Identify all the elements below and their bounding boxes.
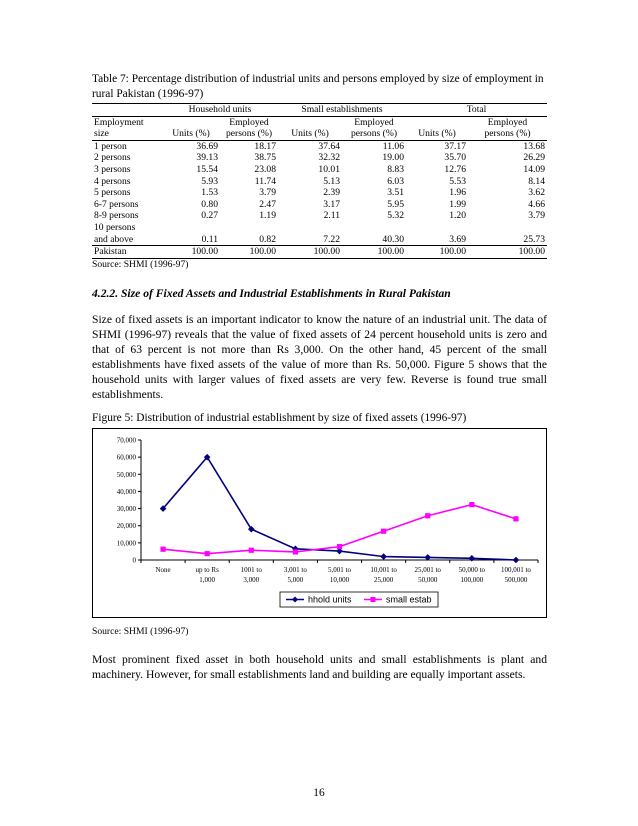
table-cell: 32.32 <box>318 152 340 164</box>
table-cell: 14.09 <box>523 163 545 175</box>
table-cell: 100.00 <box>162 246 220 259</box>
section-heading: 4.2.2. Size of Fixed Assets and Industrial Establishments in Rural Pakistan <box>92 286 451 300</box>
y-tick-label: 0 <box>132 556 136 565</box>
x-tick-label: 10,000 <box>329 575 350 584</box>
x-tick-label: 100,001 to <box>500 565 531 574</box>
column-header: Units (%) <box>162 128 220 140</box>
table-cell: 5.13 <box>323 175 340 187</box>
data-point <box>425 513 430 518</box>
column-header: size <box>92 128 162 140</box>
table-row <box>92 234 547 246</box>
x-tick-label: 25,001 to <box>414 565 441 574</box>
y-tick-label: 60,000 <box>116 453 136 462</box>
x-tick-label: 5,001 to <box>328 565 351 574</box>
legend-label: small estab <box>386 594 432 605</box>
table-cell: 1.96 <box>449 187 466 199</box>
table-cell: 6-7 persons <box>94 198 139 210</box>
table-cell: 2.11 <box>323 210 340 222</box>
y-tick-label: 40,000 <box>116 487 136 496</box>
data-point <box>469 502 474 507</box>
table-cell: 40.30 <box>382 233 404 245</box>
column-header: Units (%) <box>278 128 342 140</box>
table-cell: 3.17 <box>323 198 340 210</box>
table-row <box>92 222 547 234</box>
table-cell: Pakistan <box>92 246 162 259</box>
table-cell: 0.80 <box>201 198 218 210</box>
table-row <box>92 210 547 222</box>
table-group-header-row <box>92 104 547 117</box>
table-cell: 100.00 <box>342 246 406 259</box>
table-cell: 2 persons <box>94 152 131 164</box>
group-header: Small establishments <box>278 104 406 117</box>
table-cell: 8-9 persons <box>94 210 139 222</box>
table-cell: 37.64 <box>318 140 340 152</box>
data-point <box>337 544 342 549</box>
table-row <box>92 152 547 164</box>
table-cell: 36.69 <box>196 140 218 152</box>
table-cell: 39.13 <box>196 152 218 164</box>
table-row <box>92 199 547 211</box>
x-tick-label: 25,000 <box>373 575 394 584</box>
table-cell: 13.68 <box>523 140 545 152</box>
table-cell: 8.83 <box>387 163 404 175</box>
document-page <box>92 72 547 692</box>
data-point <box>293 549 298 554</box>
legend-marker <box>371 597 376 602</box>
table-cell: 100.00 <box>220 246 278 259</box>
data-point <box>381 528 386 533</box>
table-cell: 100.00 <box>278 246 342 259</box>
table-cell: 5 persons <box>94 187 131 199</box>
data-point <box>380 553 387 560</box>
y-tick-label: 30,000 <box>116 504 136 513</box>
column-header: persons (%) <box>342 128 406 140</box>
table-source: Source: SHMI (1996-97) <box>92 258 189 270</box>
chart-canvas <box>93 429 546 617</box>
line-chart <box>92 428 547 618</box>
table-cell: 1 person <box>94 140 127 152</box>
figure-caption: Figure 5: Distribution of industrial establishment by size of fixed assets (1996-97) <box>92 411 467 424</box>
column-header: Employed <box>354 116 394 128</box>
group-header: Household units <box>162 104 278 117</box>
y-tick-label: 20,000 <box>116 521 136 530</box>
table-total-row <box>92 246 547 259</box>
column-header: Employed <box>487 116 528 128</box>
table-row <box>92 164 547 176</box>
x-tick-label: up to Rs <box>195 565 219 574</box>
table-cell: 0.27 <box>201 210 218 222</box>
body-paragraph: Most prominent fixed asset in both household units and small establishments is plant and machinery. However, for small establishments land and building are equally important assets. <box>92 652 547 681</box>
table-cell: 23.08 <box>254 163 276 175</box>
table-cell: 1.53 <box>201 187 218 199</box>
table-cell: 25.73 <box>523 233 545 245</box>
page-number: 16 <box>313 787 325 799</box>
table-cell: 5.93 <box>201 175 218 187</box>
table-cell: 19.00 <box>382 152 404 164</box>
employment-distribution-table <box>92 103 547 259</box>
figure-source: Source: SHMI (1996-97) <box>92 625 189 637</box>
column-header: persons (%) <box>468 128 547 140</box>
x-tick-label: 500,000 <box>504 575 528 584</box>
column-header: Employed <box>229 116 269 128</box>
group-header: Total <box>406 104 547 117</box>
x-tick-label: 50,000 to <box>458 565 486 574</box>
x-tick-label: 50,000 <box>418 575 438 584</box>
x-tick-label: 5,000 <box>287 575 304 584</box>
column-header: Units (%) <box>406 128 468 140</box>
table-cell: 5.53 <box>449 175 466 187</box>
table-cell: 6.03 <box>387 175 404 187</box>
x-tick-label: 3,001 to <box>283 565 307 574</box>
table-cell: 5.95 <box>387 198 404 210</box>
data-point <box>513 516 518 521</box>
y-tick-label: 50,000 <box>116 470 136 479</box>
table-caption: Table 7: Percentage distribution of industrial units and persons employed by size of employment in rural Pakistan (1996-97) <box>92 73 544 100</box>
table-cell: 3 persons <box>94 163 131 175</box>
table-cell: 3.62 <box>528 187 545 199</box>
table-cell: 100.00 <box>406 246 468 259</box>
table-cell: 0.11 <box>201 233 218 245</box>
table-row <box>92 176 547 188</box>
data-point <box>160 546 165 551</box>
table-cell: 12.76 <box>444 163 466 175</box>
table-cell: 2.47 <box>259 198 276 210</box>
data-point <box>513 556 520 563</box>
column-header: Employment <box>94 116 144 128</box>
data-point <box>249 547 254 552</box>
table-cell: 37.17 <box>444 140 466 152</box>
table-header-row <box>92 128 547 140</box>
body-paragraph: Size of fixed assets is an important indicator to know the nature of an industrial unit. The data of SHMI (1996-97) reveals that the value of fixed assets of 24 percent household units is zero and that of 63 percent is not more than Rs 3,000. On the other hand, 45 percent of the small establishments have fixed assets of the value of more than Rs. 50,000. Figure 5 shows that the household units with larger values of fixed assets are very few. Reverse is found true small establishments. <box>92 312 547 401</box>
table-cell: 8.14 <box>528 175 545 187</box>
table-cell: 4 persons <box>94 175 131 187</box>
table-cell: 3.79 <box>528 210 545 222</box>
table-cell: 38.75 <box>254 152 276 164</box>
table-cell: 11.06 <box>382 140 404 152</box>
table-cell: 10.01 <box>318 163 340 175</box>
column-header: persons (%) <box>220 128 278 140</box>
table-cell: 1.20 <box>449 210 466 222</box>
table-cell: 5.32 <box>387 210 404 222</box>
table-cell: 18.17 <box>254 140 276 152</box>
table-cell: 26.29 <box>523 152 545 164</box>
table-cell: 10 persons <box>94 221 136 233</box>
data-point <box>469 555 476 562</box>
table-cell: 11.74 <box>254 175 276 187</box>
table-cell: 2.39 <box>323 187 340 199</box>
x-tick-label: 100,000 <box>460 575 484 584</box>
table-cell: and above <box>94 233 134 245</box>
table-cell: 3.51 <box>387 187 404 199</box>
table-cell: 100.00 <box>468 246 547 259</box>
table-cell: 15.54 <box>196 163 218 175</box>
x-tick-label: 10,001 to <box>370 565 397 574</box>
table-cell: 4.66 <box>528 198 545 210</box>
y-tick-label: 70,000 <box>116 436 136 445</box>
x-tick-label: 1001 to <box>240 565 262 574</box>
table-cell: 35.70 <box>444 152 466 164</box>
x-tick-label: 1,000 <box>199 575 216 584</box>
table-cell: 7.22 <box>323 233 340 245</box>
data-point <box>205 551 210 556</box>
table-cell: 3.69 <box>449 233 466 245</box>
legend-label: hhold units <box>308 594 352 605</box>
table-header-row <box>92 116 547 128</box>
table-cell: 1.19 <box>259 210 276 222</box>
table-cell: 3.79 <box>259 187 276 199</box>
table-cell: 1.99 <box>449 198 466 210</box>
table-cell: 0.82 <box>259 233 276 245</box>
table-row <box>92 140 547 152</box>
y-tick-label: 10,000 <box>116 539 136 548</box>
table-body <box>92 140 547 222</box>
table-row <box>92 187 547 199</box>
x-tick-label: 3,000 <box>243 575 260 584</box>
x-tick-label: None <box>155 565 171 574</box>
